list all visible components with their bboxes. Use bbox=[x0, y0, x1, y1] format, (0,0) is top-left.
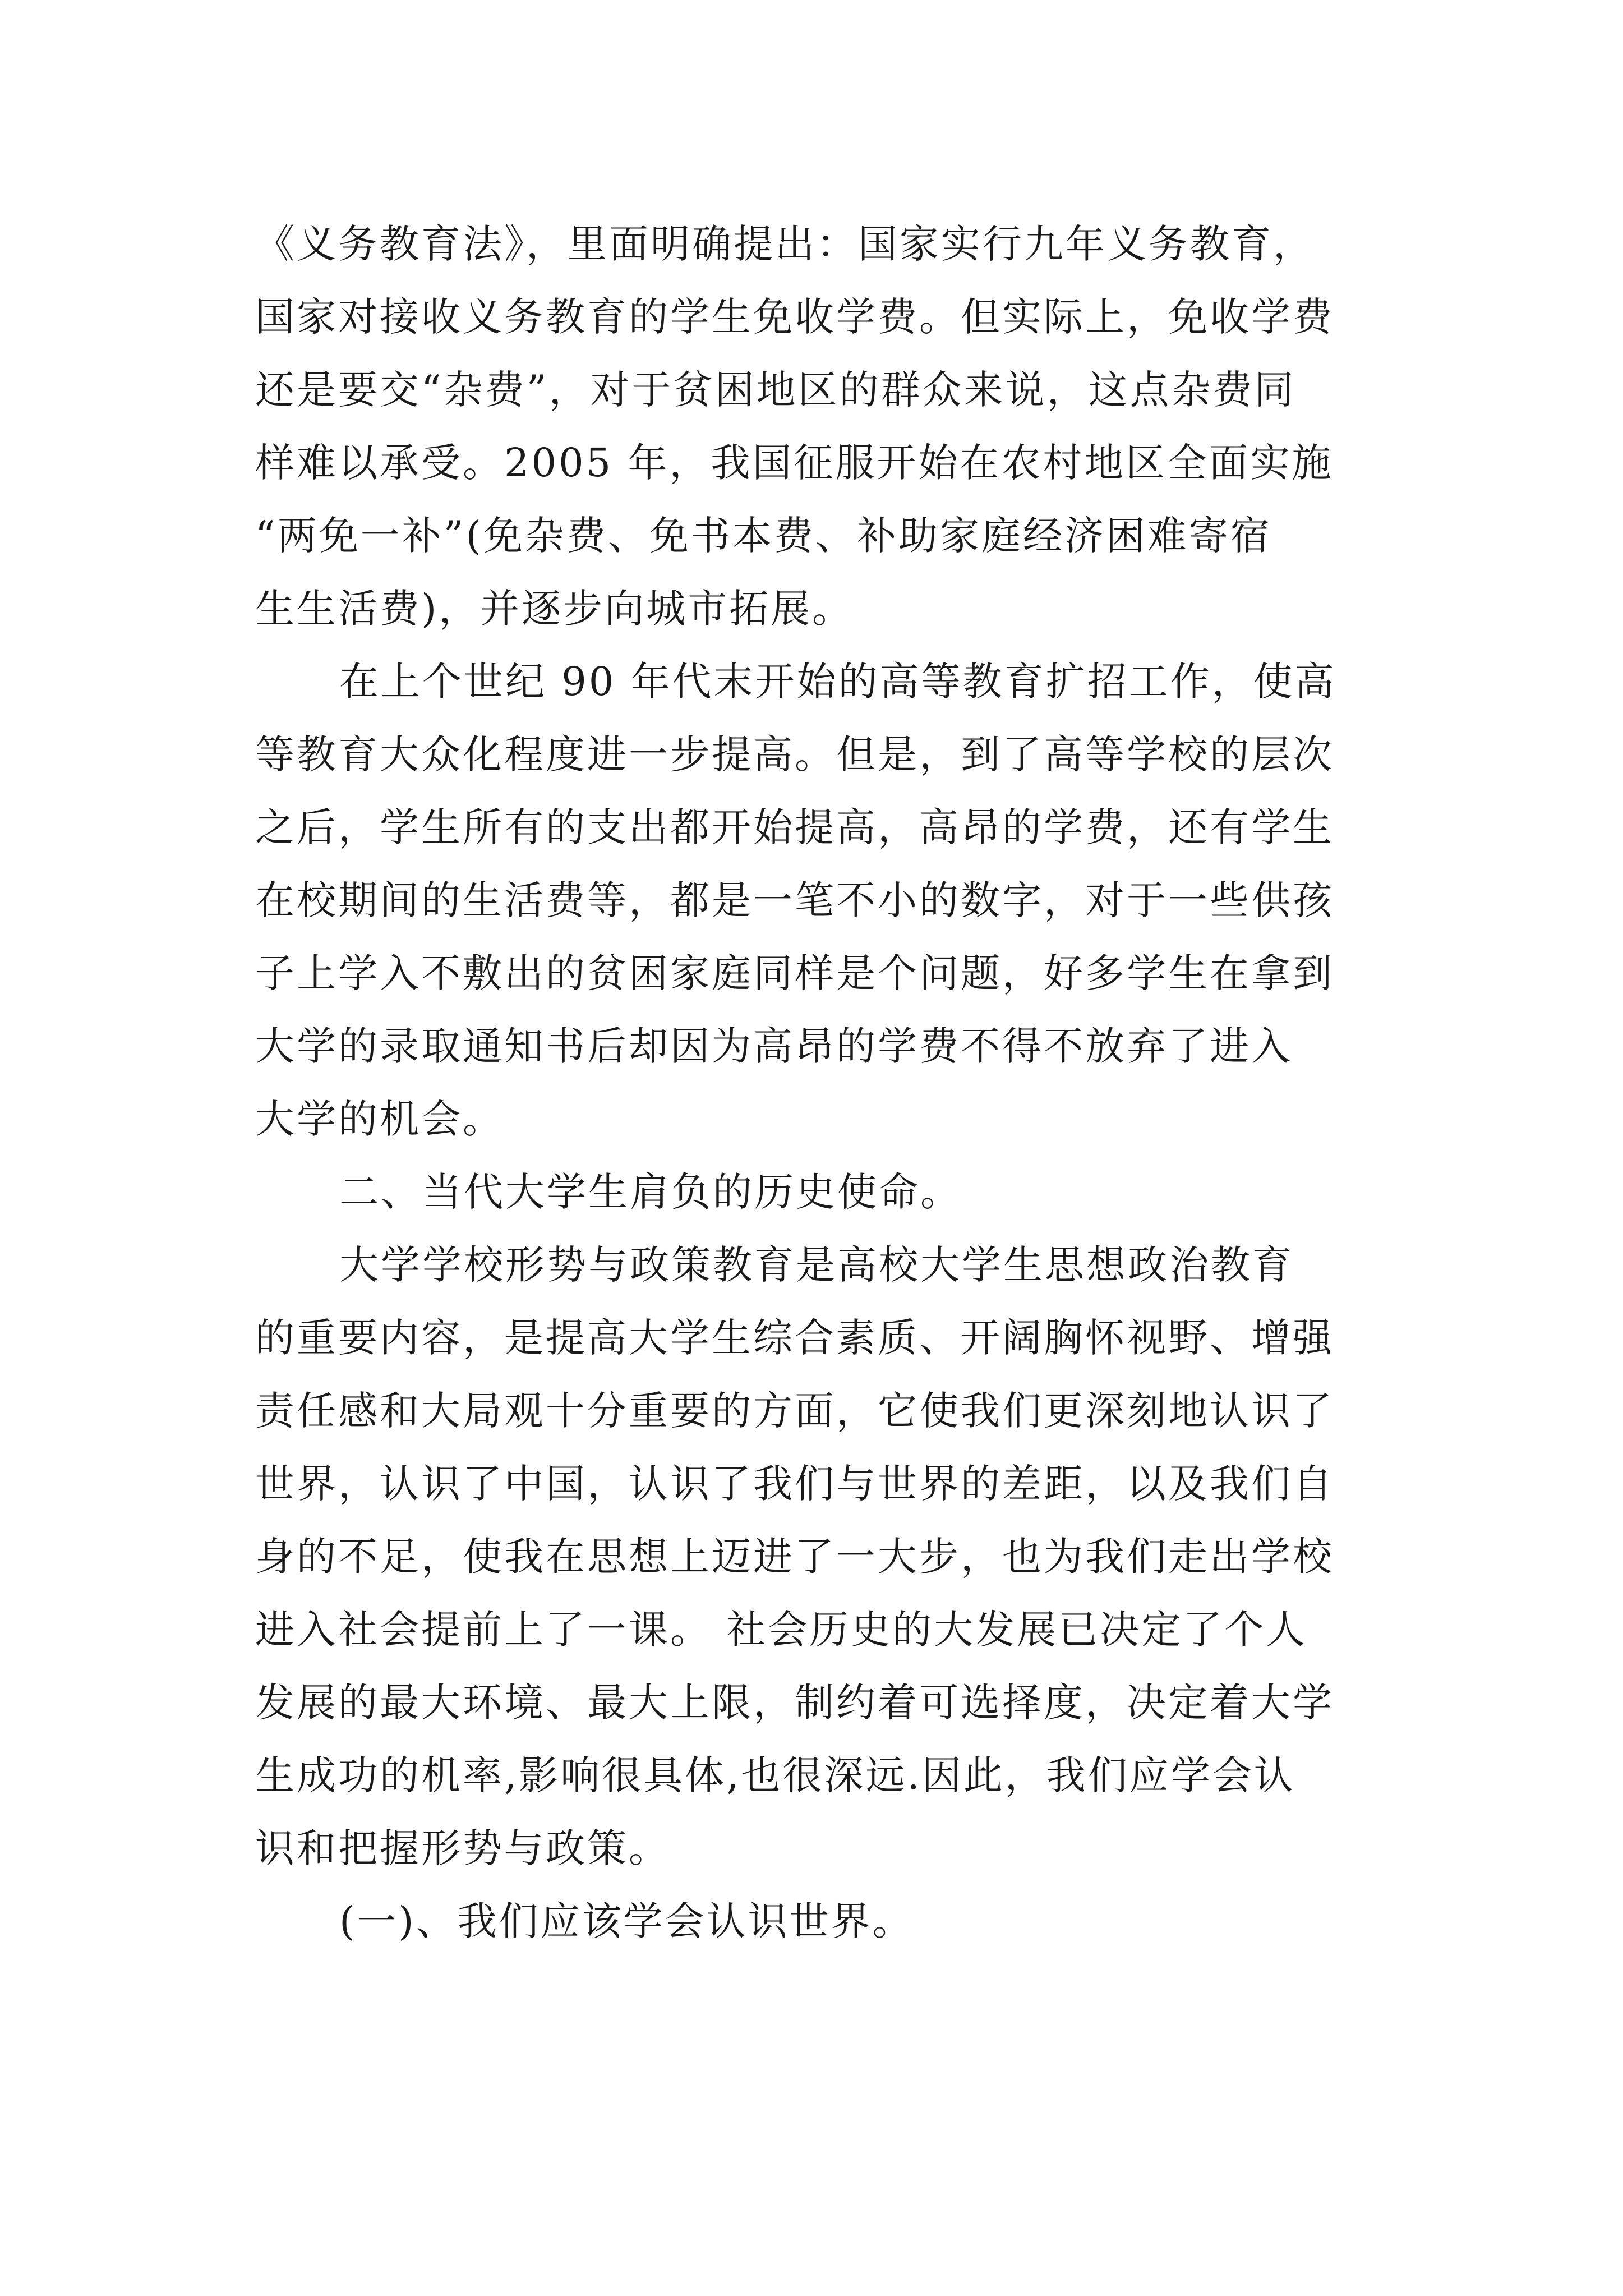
section-heading-know-world bbox=[255, 1885, 1394, 1958]
text-line: 进入社会提前上了一课。 社会历史的大发展已决定了个人 bbox=[255, 1607, 1308, 1653]
text-line: 大学学校形势与政策教育是高校大学生思想政治教育 bbox=[339, 1242, 1294, 1288]
text-line: 大学的机会。 bbox=[255, 1096, 504, 1142]
text-line: 生生活费)，并逐步向城市拓展。 bbox=[255, 586, 854, 632]
text-line: 之后，学生所有的支出都开始提高，高昂的学费，还有学生 bbox=[255, 804, 1334, 850]
text-line: 大学的录取通知书后却因为高昂的学费不得不放弃了进入 bbox=[255, 1023, 1293, 1069]
document-body bbox=[255, 208, 1394, 1958]
text-line: 二、当代大学生肩负的历史使命。 bbox=[339, 1169, 962, 1215]
text-line: 在上个世纪 90 年代末开始的高等教育扩招工作，使高 bbox=[339, 659, 1336, 705]
paragraph-compulsory-education bbox=[255, 208, 1394, 645]
text-line: 子上学入不敷出的贫困家庭同样是个问题，好多学生在拿到 bbox=[255, 950, 1334, 996]
text-line: 样难以承受。2005 年，我国征服开始在农村地区全面实施 bbox=[255, 440, 1334, 486]
paragraph-policy-education bbox=[255, 1228, 1394, 1885]
text-line: “两免一补”(免杂费、免书本费、补助家庭经济困难寄宿 bbox=[255, 513, 1272, 559]
text-line: 世界，认识了中国，认识了我们与世界的差距，以及我们自 bbox=[255, 1461, 1334, 1507]
section-heading-mission bbox=[255, 1156, 1394, 1228]
text-line: 身的不足，使我在思想上迈进了一大步，也为我们走出学校 bbox=[255, 1534, 1334, 1580]
text-line: 识和把握形势与政策。 bbox=[255, 1825, 670, 1871]
text-line: 生成功的机率,影响很具体,也很深远.因此，我们应学会认 bbox=[255, 1752, 1295, 1798]
text-line: 国家对接收义务教育的学生免收学费。但实际上，免收学费 bbox=[255, 294, 1334, 340]
text-line: 等教育大众化程度进一步提高。但是，到了高等学校的层次 bbox=[255, 731, 1334, 777]
text-line: 发展的最大环境、最大上限，制约着可选择度，决定着大学 bbox=[255, 1680, 1334, 1726]
text-line: 的重要内容，是提高大学生综合素质、开阔胸怀视野、增强 bbox=[255, 1315, 1334, 1361]
text-line: 责任感和大局观十分重要的方面，它使我们更深刻地认识了 bbox=[255, 1388, 1334, 1434]
text-line: (一)、我们应该学会认识世界。 bbox=[339, 1898, 914, 1944]
paragraph-higher-education bbox=[255, 645, 1394, 1156]
text-line: 还是要交“杂费”，对于贫困地区的群众来说，这点杂费同 bbox=[255, 367, 1296, 413]
text-line: 《义务教育法》，里面明确提出：国家实行九年义务教育， bbox=[255, 221, 1315, 267]
text-line: 在校期间的生活费等，都是一笔不小的数字，对于一些供孩 bbox=[255, 877, 1334, 923]
